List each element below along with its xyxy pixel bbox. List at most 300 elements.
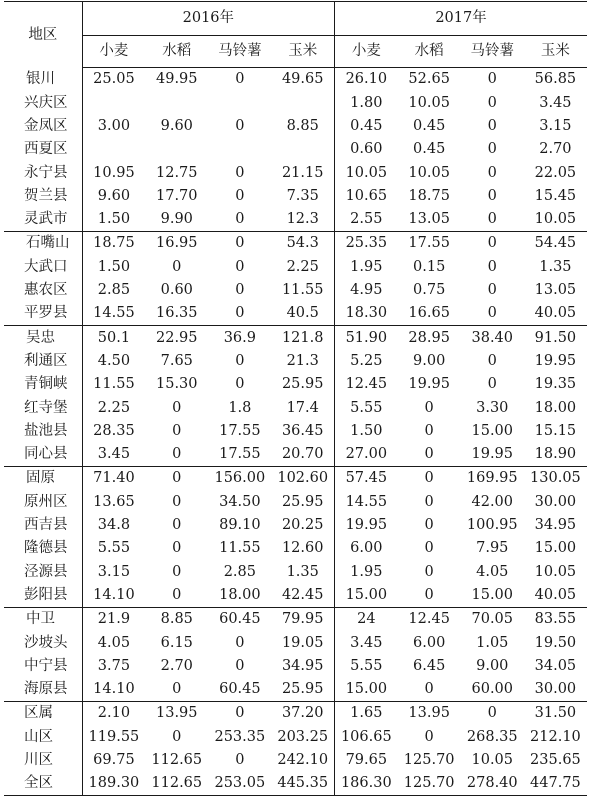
cell-rice-2017: 0 xyxy=(424,681,434,698)
region-cell: 平罗县 xyxy=(4,302,82,326)
table-row xyxy=(4,161,587,184)
cell-potato-2016 xyxy=(208,138,271,161)
table-row xyxy=(4,514,587,537)
cell-rice-2016: 0 xyxy=(172,540,182,557)
cell-corn-2016: 121.8 xyxy=(271,326,334,350)
cell-potato-2016: 0 xyxy=(235,71,245,88)
cell-rice-2016: 0.60 xyxy=(160,282,193,299)
cell-wheat-2017: 18.30 xyxy=(345,305,388,322)
cell-rice-2016: 17.70 xyxy=(156,187,198,204)
cell-corn-2016: 203.25 xyxy=(271,725,334,748)
cell-potato-2017: 0 xyxy=(461,702,524,726)
cell-rice-2016: 0 xyxy=(172,681,182,698)
cell-wheat-2016: 34.8 xyxy=(97,517,131,534)
cell-wheat-2016: 3.00 xyxy=(97,117,131,134)
cell-wheat-2016: 14.55 xyxy=(93,305,135,322)
region-cell: 灵武市 xyxy=(4,208,82,232)
cell-corn-2016: 17.4 xyxy=(271,396,334,419)
cell-rice-2016 xyxy=(145,138,208,161)
table-row xyxy=(4,255,587,278)
cell-rice-2016: 13.95 xyxy=(145,702,208,726)
region-cell: 固原 xyxy=(4,467,82,491)
cell-potato-2016: 0 xyxy=(235,258,245,275)
cell-corn-2017: 447.75 xyxy=(524,772,587,796)
cell-potato-2016: 0 xyxy=(235,187,245,204)
cell-rice-2016: 12.75 xyxy=(156,164,198,181)
cell-wheat-2016: 4.05 xyxy=(97,634,131,651)
cell-wheat-2016: 69.75 xyxy=(93,752,135,768)
cell-potato-2016: 60.45 xyxy=(208,607,271,631)
cell-wheat-2017: 5.25 xyxy=(350,352,383,369)
cell-wheat-2017: 1.50 xyxy=(350,422,383,439)
cell-rice-2017: 10.05 xyxy=(408,164,450,181)
cell-potato-2016: 0 xyxy=(235,211,245,228)
cell-rice-2017: 16.65 xyxy=(408,305,450,322)
table-row xyxy=(4,68,587,92)
cell-corn-2016: 1.35 xyxy=(271,560,334,583)
cell-potato-2016: 0 xyxy=(235,164,245,181)
cell-potato-2016: 18.00 xyxy=(219,586,261,603)
cell-potato-2017: 9.00 xyxy=(476,657,509,674)
cell-potato-2017: 4.05 xyxy=(476,563,509,580)
cell-potato-2016: 1.8 xyxy=(228,399,252,416)
cell-corn-2016: 25.95 xyxy=(271,373,334,396)
cell-potato-2017: 0 xyxy=(487,376,497,393)
crop-header-2017-wheat: 小麦 xyxy=(335,36,398,68)
cell-corn-2016: 37.20 xyxy=(271,702,334,726)
cell-wheat-2016: 14.10 xyxy=(93,586,135,603)
cell-corn-2016: 102.60 xyxy=(271,467,334,491)
cell-rice-2017: 0.75 xyxy=(413,282,446,299)
cell-corn-2017: 40.05 xyxy=(534,305,577,322)
table-header xyxy=(4,2,587,68)
table-row xyxy=(4,279,587,302)
cell-rice-2016: 9.60 xyxy=(160,117,193,134)
cell-rice-2016: 112.65 xyxy=(151,752,203,768)
cell-corn-2016: 2.25 xyxy=(271,255,334,278)
cell-potato-2017: 0 xyxy=(487,305,497,322)
crop-header-2016-potato: 马铃薯 xyxy=(208,36,271,68)
region-cell: 中卫 xyxy=(4,607,82,631)
cell-rice-2016: 0 xyxy=(172,446,182,463)
cell-corn-2017: 3.15 xyxy=(539,117,572,134)
cell-corn-2017: 31.50 xyxy=(524,702,587,726)
cell-potato-2017: 1.05 xyxy=(476,634,509,651)
cell-rice-2016: 0 xyxy=(172,728,182,745)
table-row xyxy=(4,208,587,232)
cell-corn-2016 xyxy=(271,91,334,114)
cell-wheat-2017: 1.80 xyxy=(350,94,383,111)
cell-potato-2017: 169.95 xyxy=(461,467,524,491)
cell-corn-2016: 19.05 xyxy=(271,631,334,654)
cell-potato-2017: 0 xyxy=(487,282,497,299)
region-cell: 青铜峡 xyxy=(4,373,82,396)
table-row xyxy=(4,350,587,373)
cell-potato-2016: 0 xyxy=(235,282,245,299)
cell-rice-2016: 0 xyxy=(172,399,182,416)
crop-header-2017-corn: 玉米 xyxy=(524,36,587,68)
year-2016-header: 2016年 xyxy=(82,2,334,36)
region-cell: 大武口 xyxy=(4,255,82,278)
cell-rice-2017: 0 xyxy=(424,563,434,580)
cell-wheat-2016: 71.40 xyxy=(82,467,145,491)
table-row xyxy=(4,490,587,513)
cell-corn-2017: 83.55 xyxy=(524,607,587,631)
cell-potato-2016: 0 xyxy=(235,752,245,768)
cell-wheat-2017: 1.95 xyxy=(350,258,383,275)
cell-corn-2017: 10.05 xyxy=(534,211,577,228)
cell-rice-2016: 8.85 xyxy=(145,607,208,631)
cell-potato-2017: 3.30 xyxy=(476,399,509,416)
region-cell: 红寺堡 xyxy=(4,396,82,419)
cell-rice-2017: 10.05 xyxy=(408,94,450,111)
cell-wheat-2016: 13.65 xyxy=(93,493,135,510)
cell-wheat-2017: 24 xyxy=(335,607,398,631)
cell-wheat-2016: 4.50 xyxy=(97,352,131,369)
cell-wheat-2016: 189.30 xyxy=(82,772,145,796)
cell-corn-2017: 19.35 xyxy=(534,376,577,393)
table-row xyxy=(4,443,587,467)
cell-rice-2016: 0 xyxy=(172,258,182,275)
cell-potato-2016: 34.50 xyxy=(219,493,261,510)
table-row xyxy=(4,184,587,207)
cell-rice-2016: 22.95 xyxy=(145,326,208,350)
cell-corn-2017: 13.05 xyxy=(534,282,577,299)
cell-potato-2017: 60.00 xyxy=(471,681,514,698)
region-cell: 区属 xyxy=(4,702,82,726)
cell-corn-2016: 8.85 xyxy=(271,115,334,138)
cell-corn-2016: 12.3 xyxy=(271,208,334,232)
cell-corn-2017: 1.35 xyxy=(539,258,572,275)
cell-rice-2017: 0 xyxy=(424,446,434,463)
cell-rice-2017: 125.70 xyxy=(398,772,461,796)
crop-header-2016-corn: 玉米 xyxy=(271,36,334,68)
cell-wheat-2017: 10.05 xyxy=(345,164,388,181)
cell-wheat-2017: 4.95 xyxy=(350,282,383,299)
cell-potato-2017: 0 xyxy=(487,94,497,111)
cell-rice-2017: 6.45 xyxy=(413,657,446,674)
cell-rice-2017: 0 xyxy=(424,728,434,745)
cell-corn-2016: 25.95 xyxy=(271,678,334,702)
cell-corn-2017: 30.00 xyxy=(534,681,577,698)
region-column-header: 地区 xyxy=(4,2,82,68)
cell-potato-2017: 0 xyxy=(461,232,524,256)
region-cell: 金凤区 xyxy=(4,115,82,138)
cell-rice-2017: 28.95 xyxy=(398,326,461,350)
cell-corn-2016: 40.5 xyxy=(271,302,334,326)
crop-header-2016-wheat: 小麦 xyxy=(82,36,145,68)
cell-potato-2016: 0 xyxy=(208,232,271,256)
table-row xyxy=(4,607,587,631)
cell-rice-2017: 0 xyxy=(424,517,434,534)
region-cell: 中宁县 xyxy=(4,654,82,677)
cell-potato-2017: 15.00 xyxy=(471,586,514,603)
cell-rice-2017: 0 xyxy=(424,399,434,416)
cell-corn-2016: 36.45 xyxy=(271,419,334,442)
cell-potato-2017: 0 xyxy=(487,71,497,88)
table-row xyxy=(4,654,587,677)
region-cell: 永宁县 xyxy=(4,161,82,184)
crop-header-2016-rice: 水稻 xyxy=(145,36,208,68)
table-row xyxy=(4,396,587,419)
cell-rice-2016: 0 xyxy=(172,586,182,603)
table-row xyxy=(4,91,587,114)
cell-rice-2017: 0 xyxy=(398,467,461,491)
region-cell: 沙坡头 xyxy=(4,631,82,654)
cell-potato-2016: 0 xyxy=(235,305,245,322)
cell-potato-2016: 11.55 xyxy=(219,540,261,557)
cell-wheat-2017: 1.65 xyxy=(335,702,398,726)
cell-rice-2017: 0.15 xyxy=(413,258,446,275)
region-cell: 西夏区 xyxy=(4,138,82,161)
cell-wheat-2016: 119.55 xyxy=(88,728,140,745)
cell-wheat-2016: 1.50 xyxy=(97,211,131,228)
cell-rice-2017: 0.45 xyxy=(413,141,446,158)
cell-potato-2017: 0 xyxy=(487,141,497,158)
cell-potato-2016: 156.00 xyxy=(208,467,271,491)
region-cell: 山区 xyxy=(4,725,82,748)
cell-wheat-2017: 14.55 xyxy=(345,493,388,510)
cell-rice-2016 xyxy=(145,91,208,114)
region-cell: 盐池县 xyxy=(4,419,82,442)
cell-wheat-2016: 3.75 xyxy=(97,657,131,674)
cell-potato-2017: 15.00 xyxy=(471,422,514,439)
table-row xyxy=(4,138,587,161)
cell-rice-2016: 112.65 xyxy=(145,772,208,796)
cell-wheat-2017: 19.95 xyxy=(345,517,388,534)
cell-potato-2017: 38.40 xyxy=(461,326,524,350)
cell-potato-2017: 0 xyxy=(487,164,497,181)
cell-rice-2017: 0 xyxy=(424,422,434,439)
region-cell: 彭阳县 xyxy=(4,584,82,608)
cell-potato-2017: 0 xyxy=(487,258,497,275)
table-row xyxy=(4,467,587,491)
cell-wheat-2016 xyxy=(82,91,145,114)
cell-rice-2016: 7.65 xyxy=(160,352,193,369)
cell-rice-2017: 12.45 xyxy=(398,607,461,631)
cell-potato-2016: 17.55 xyxy=(219,446,261,463)
cell-corn-2016: 11.55 xyxy=(271,279,334,302)
cell-corn-2017: 235.65 xyxy=(530,752,581,768)
cell-potato-2017: 0 xyxy=(487,187,497,204)
cell-corn-2017: 34.95 xyxy=(534,517,577,534)
cell-potato-2017: 19.95 xyxy=(471,446,514,463)
cell-corn-2017: 15.15 xyxy=(534,422,577,439)
cell-wheat-2016: 2.25 xyxy=(97,399,131,416)
cell-rice-2016: 6.15 xyxy=(160,634,193,651)
cell-wheat-2016: 18.75 xyxy=(82,232,145,256)
cell-corn-2016: 21.3 xyxy=(271,350,334,373)
table-row xyxy=(4,373,587,396)
table-row xyxy=(4,772,587,796)
cell-wheat-2017: 10.65 xyxy=(345,187,388,204)
cell-wheat-2016: 11.55 xyxy=(93,376,135,393)
cell-potato-2017: 278.40 xyxy=(461,772,524,796)
cell-rice-2017: 13.05 xyxy=(408,211,450,228)
cell-wheat-2016: 21.9 xyxy=(82,607,145,631)
region-cell: 原州区 xyxy=(4,490,82,513)
region-cell: 全区 xyxy=(4,772,82,796)
cell-wheat-2017: 106.65 xyxy=(340,728,392,745)
region-cell: 惠农区 xyxy=(4,279,82,302)
cell-rice-2017: 17.55 xyxy=(398,232,461,256)
cell-corn-2017: 22.05 xyxy=(534,164,577,181)
cell-rice-2016: 0 xyxy=(172,422,182,439)
cell-corn-2017: 40.05 xyxy=(534,586,577,603)
cell-corn-2017: 3.45 xyxy=(539,94,572,111)
cell-wheat-2016: 5.55 xyxy=(97,540,131,557)
cell-rice-2016: 49.95 xyxy=(156,71,198,88)
region-cell: 西吉县 xyxy=(4,514,82,537)
table-row xyxy=(4,419,587,442)
cell-wheat-2017: 6.00 xyxy=(350,540,383,557)
cell-rice-2017: 6.00 xyxy=(413,634,446,651)
region-cell: 银川 xyxy=(4,68,82,92)
cell-wheat-2017: 25.35 xyxy=(335,232,398,256)
cell-wheat-2017: 0.45 xyxy=(350,117,383,134)
cell-corn-2016: 445.35 xyxy=(271,772,334,796)
cell-corn-2016: 42.45 xyxy=(271,584,334,608)
cell-potato-2016: 17.55 xyxy=(219,422,261,439)
cell-corn-2017: 30.00 xyxy=(534,493,577,510)
cell-rice-2017: 0 xyxy=(424,586,434,603)
cell-corn-2016: 54.3 xyxy=(271,232,334,256)
cell-wheat-2016: 2.85 xyxy=(97,282,131,299)
table-row xyxy=(4,326,587,350)
cell-potato-2017: 0 xyxy=(487,211,497,228)
cell-potato-2017: 100.95 xyxy=(466,517,518,534)
cell-corn-2017: 19.95 xyxy=(534,352,577,369)
region-cell: 利通区 xyxy=(4,350,82,373)
cell-corn-2017: 10.05 xyxy=(534,563,577,580)
cell-potato-2017: 70.05 xyxy=(461,607,524,631)
cell-rice-2016: 2.70 xyxy=(160,657,193,674)
cell-wheat-2017: 5.55 xyxy=(350,399,383,416)
cell-rice-2016: 16.95 xyxy=(145,232,208,256)
cell-potato-2017: 7.95 xyxy=(476,540,509,557)
cell-wheat-2017: 15.00 xyxy=(345,586,388,603)
cell-rice-2017: 52.65 xyxy=(408,71,450,88)
table-row xyxy=(4,560,587,583)
region-cell: 川区 xyxy=(4,749,82,772)
cell-potato-2017: 42.00 xyxy=(471,493,514,510)
cell-corn-2017: 15.00 xyxy=(534,540,577,557)
cell-rice-2017: 125.70 xyxy=(403,752,455,768)
cell-rice-2016: 15.30 xyxy=(156,376,198,393)
cell-wheat-2017: 57.45 xyxy=(335,467,398,491)
cell-wheat-2017: 5.55 xyxy=(350,657,383,674)
cell-corn-2016: 21.15 xyxy=(271,161,334,184)
cell-wheat-2017: 2.55 xyxy=(350,211,383,228)
table-row xyxy=(4,302,587,326)
table-row xyxy=(4,725,587,748)
cell-potato-2016: 253.05 xyxy=(208,772,271,796)
cell-rice-2017: 0 xyxy=(424,493,434,510)
cell-corn-2017: 19.50 xyxy=(534,634,577,651)
region-cell: 贺兰县 xyxy=(4,184,82,207)
crop-header-2017-potato: 马铃薯 xyxy=(461,36,524,68)
cell-corn-2016: 49.65 xyxy=(271,68,334,92)
year-2017-header: 2017年 xyxy=(335,2,587,36)
cell-rice-2017: 19.95 xyxy=(408,376,450,393)
cell-wheat-2016: 10.95 xyxy=(93,164,135,181)
table-body xyxy=(4,68,587,796)
cell-corn-2016: 7.35 xyxy=(271,184,334,207)
cell-wheat-2016: 1.50 xyxy=(97,258,131,275)
cell-rice-2016: 9.90 xyxy=(160,211,193,228)
cell-rice-2016: 0 xyxy=(172,493,182,510)
region-cell: 吴忠 xyxy=(4,326,82,350)
table-row xyxy=(4,115,587,138)
region-cell: 海原县 xyxy=(4,678,82,702)
cell-corn-2016: 242.10 xyxy=(271,749,334,772)
table-row xyxy=(4,702,587,726)
cell-rice-2017: 0.45 xyxy=(413,117,446,134)
cell-wheat-2016: 25.05 xyxy=(93,71,135,88)
cell-potato-2016 xyxy=(208,91,271,114)
cell-potato-2016: 36.9 xyxy=(208,326,271,350)
cell-wheat-2016 xyxy=(82,138,145,161)
cell-corn-2016: 25.95 xyxy=(271,490,334,513)
region-cell: 隆德县 xyxy=(4,537,82,560)
cell-potato-2016: 0 xyxy=(235,117,245,134)
cell-corn-2017: 15.45 xyxy=(534,187,577,204)
cell-corn-2017: 130.05 xyxy=(524,467,587,491)
cell-wheat-2016: 50.1 xyxy=(82,326,145,350)
region-cell: 兴庆区 xyxy=(4,91,82,114)
cell-corn-2016: 34.95 xyxy=(271,654,334,677)
region-cell: 石嘴山 xyxy=(4,232,82,256)
cell-wheat-2017: 0.60 xyxy=(350,141,383,158)
table-row xyxy=(4,537,587,560)
cell-wheat-2016: 9.60 xyxy=(97,187,131,204)
cell-potato-2017: 0 xyxy=(487,352,497,369)
cell-corn-2016: 20.70 xyxy=(271,443,334,467)
cell-potato-2016: 0 xyxy=(235,376,245,393)
cell-corn-2017: 34.05 xyxy=(534,657,577,674)
cell-rice-2016: 16.35 xyxy=(156,305,198,322)
cell-rice-2017: 0 xyxy=(424,540,434,557)
table-row xyxy=(4,631,587,654)
cell-wheat-2017: 26.10 xyxy=(345,71,388,88)
cell-corn-2016 xyxy=(271,138,334,161)
cell-potato-2017: 268.35 xyxy=(466,728,518,745)
region-cell: 泾源县 xyxy=(4,560,82,583)
cell-corn-2016: 20.25 xyxy=(271,514,334,537)
cell-potato-2016: 0 xyxy=(235,352,245,369)
cell-potato-2016: 0 xyxy=(235,657,245,674)
cell-corn-2017: 18.90 xyxy=(534,446,577,463)
table-row xyxy=(4,232,587,256)
crop-area-table xyxy=(4,1,587,796)
table-row xyxy=(4,678,587,702)
cell-potato-2017: 0 xyxy=(487,117,497,134)
crop-header-2017-rice: 水稻 xyxy=(398,36,461,68)
table-row xyxy=(4,584,587,608)
cell-corn-2017: 54.45 xyxy=(524,232,587,256)
cell-wheat-2016: 28.35 xyxy=(93,422,135,439)
cell-corn-2017: 2.70 xyxy=(539,141,572,158)
cell-wheat-2017: 3.45 xyxy=(350,634,383,651)
cell-wheat-2017: 12.45 xyxy=(345,376,388,393)
cell-corn-2017: 18.00 xyxy=(534,399,577,416)
region-cell: 同心县 xyxy=(4,443,82,467)
cell-wheat-2017: 51.90 xyxy=(335,326,398,350)
cell-potato-2016: 60.45 xyxy=(219,681,261,698)
cell-potato-2016: 0 xyxy=(235,634,245,651)
cell-rice-2017: 9.00 xyxy=(413,352,446,369)
cell-wheat-2017: 186.30 xyxy=(335,772,398,796)
